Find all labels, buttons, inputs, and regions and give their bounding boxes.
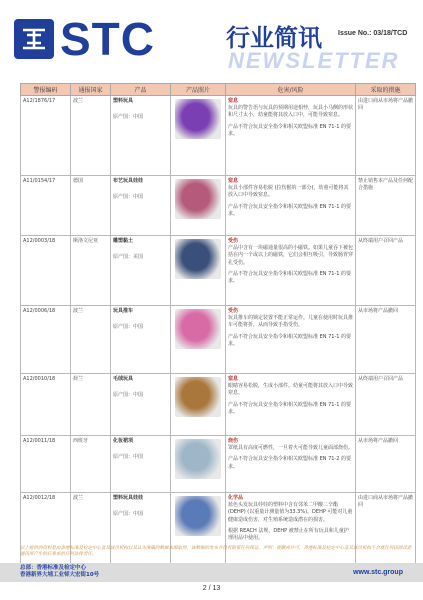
hazard-standard: 产品不符合玩具安全指令和相关欧盟标准 EN 71-2 的要求。 (228, 456, 352, 470)
product-name: 布艺玩具娃娃 (113, 178, 144, 184)
alert-code: A12/1876/17 (21, 96, 71, 176)
hazard-standard: 产品不符合玩具安全指令和相关欧盟标准 EN 71-1 的要求。 (228, 203, 352, 217)
recall-table (20, 83, 416, 569)
hazard-standard: 产品不符合玩具安全指令和相关欧盟标准 EN 71-1 的要求。 (228, 401, 352, 415)
product-photo (175, 309, 221, 349)
table-row (21, 374, 416, 436)
product-name: 玩具推车 (113, 308, 134, 314)
table-row (21, 236, 416, 306)
newsletter-title-en: NEWSLETTER (228, 48, 400, 73)
hazard-title: 受伤 (228, 238, 239, 244)
measure-taken: 由进口商从市场将产品撤回 (356, 96, 416, 176)
notifying-country: 波兰 (71, 306, 111, 374)
alert-code: A12/0010/18 (21, 374, 71, 436)
hazard-description: 眼睛容易松脱，生成小部件。幼童可能将其放入口中导致窒息。 (228, 383, 354, 397)
product-cell (111, 176, 171, 236)
product-name: 毛绒玩具 (113, 376, 134, 382)
table-row (21, 96, 416, 176)
product-name: 雕塑黏土 (113, 238, 134, 244)
product-origin: 原产国：中国 (113, 454, 144, 461)
product-photo (175, 99, 221, 139)
measure-taken: 从市场将产品撤回 (356, 436, 416, 493)
page-number: 2 / 13 (202, 585, 221, 592)
hazard-cell (226, 306, 356, 374)
column-header: 采取的措施 (356, 84, 416, 96)
hazard-description: 玩具推车的锁定装置不能正常运作。儿童在使用时玩具推车可能将折，从而导致手指受伤。 (228, 315, 354, 329)
page-header (0, 0, 423, 80)
column-header: 通报国家 (71, 84, 111, 96)
product-name: 化妆裙项 (113, 438, 134, 444)
product-origin: 原产国：美国 (113, 254, 144, 261)
notifying-country: 斯洛文尼亚 (71, 236, 111, 306)
column-header: 警报编码 (21, 84, 71, 96)
table-header-row (21, 84, 416, 96)
hazard-description: 产品中含有一块磁通量很高的小磁铁。如果儿童吞下被包括在内一个或以上的磁铁，它们会相互吸引，导致肠胃穿孔受伤。 (228, 245, 354, 266)
product-photo (175, 239, 221, 279)
footer-address (20, 565, 99, 579)
hazard-cell (226, 236, 356, 306)
notifying-country: 西班牙 (71, 436, 111, 493)
notifying-country: 波兰 (71, 493, 111, 569)
newsletter-title-cn: 行业简讯 (226, 24, 322, 52)
table-row (21, 176, 416, 236)
column-header: 产品照片 (171, 84, 226, 96)
product-origin: 原产国：中国 (113, 511, 144, 518)
column-header: 危害/风险 (226, 84, 356, 96)
hazard-description: 蓝色头发玩具娃娃的塑料中含有邻苯二甲酸二辛酯 (DEHP) (以重量计测量值为33.3%)。DEHP 可能对儿童健康造成伤害，对生殖系统造成潜在的损害。 (228, 502, 353, 523)
product-origin: 原产国：中国 (113, 194, 144, 201)
product-cell (111, 236, 171, 306)
product-photo-cell (171, 436, 226, 493)
measure-taken: 禁止销售本产品及任何配合措施 (356, 176, 416, 236)
alert-code: A12/0006/18 (21, 306, 71, 374)
hazard-standard: 根据 REACH 法规，DEHP 被禁止在所有玩具和儿童护理用品中使用。 (228, 527, 349, 542)
product-cell (111, 374, 171, 436)
hazard-cell (226, 96, 356, 176)
product-photo (175, 439, 221, 479)
measure-taken: 由进口商从市场将产品撤回 (356, 493, 416, 569)
product-cell (111, 96, 171, 176)
hazard-cell (226, 374, 356, 436)
product-photo (175, 496, 221, 536)
product-name: 塑料玩具娃娃 (113, 495, 144, 501)
footer-address-line: 香港新界大埔工业邨大宏街10号 (20, 572, 100, 578)
product-photo-cell (171, 374, 226, 436)
column-header: 产品 (111, 84, 171, 96)
product-photo (175, 377, 221, 417)
alert-code: A12/0012/18 (21, 493, 71, 569)
hazard-title: 窒息 (228, 376, 239, 382)
notifying-country: 德国 (71, 176, 111, 236)
website-link[interactable]: www.stc.group (353, 569, 403, 576)
measure-taken: 从终端用户召回产品 (356, 374, 416, 436)
product-cell (111, 306, 171, 374)
notifying-country: 波兰 (71, 96, 111, 176)
footer-address-line: 总部：香港标准及检定中心 (20, 565, 87, 571)
hazard-standard: 产品不符合玩具安全指令和相关欧盟标准 EN 71-1 的要求。 (228, 123, 352, 137)
product-photo-cell (171, 96, 226, 176)
product-photo-cell (171, 306, 226, 374)
alert-code: A11/0154/17 (21, 176, 71, 236)
product-photo (175, 179, 221, 219)
stc-logo-icon (14, 19, 54, 59)
hazard-cell (226, 176, 356, 236)
alert-code: A12/0003/18 (21, 236, 71, 306)
issue-number: Issue No.: 03/18/TCD (338, 30, 408, 37)
measure-taken: 从终端用户召回产品 (356, 236, 416, 306)
notifying-country: 荷兰 (71, 374, 111, 436)
table-row (21, 436, 416, 493)
hazard-title: 窒息 (228, 98, 239, 104)
hazard-standard: 产品不符合玩具安全指令和相关欧盟标准 EN 71-1 的要求。 (228, 270, 352, 285)
hazard-description: 罩纸具有高度可燃性，一旦着火可能导致儿童面部烧伤。 (228, 445, 354, 452)
hazard-cell (226, 436, 356, 493)
product-origin: 原产国：中国 (113, 114, 144, 121)
hazard-description: 玩具小部件容易松脱 (拉伤猴的一部分)，幼童可能将其放入口中导致窒息。 (228, 185, 349, 199)
product-photo-cell (171, 236, 226, 306)
hazard-standard: 产品不符合玩具安全指令和相关欧盟标准 EN 71-1 的要求。 (228, 333, 352, 347)
hazard-title: 窒息 (228, 178, 239, 184)
table-row (21, 306, 416, 374)
product-name: 塑料玩具 (113, 98, 134, 104)
hazard-title: 受伤 (228, 308, 239, 314)
measure-taken: 从市场将产品撤回 (356, 306, 416, 374)
brand-logo-text: STC (60, 13, 155, 65)
hazard-title: 化学品 (228, 495, 244, 501)
hazard-description: 玩具的警告语与玩具的预期用途相悖，玩具小马侧的形状和尺寸太小，幼童能将其放入口中，可能导致窒息。 (228, 105, 354, 119)
disclaimer-text: 以上提供的资料是由香港标准及检定中心及其成员机构以其认为准确的数据来源取得，该数据的发布并没有附带任何保证。声明：提醒或许可，香港标准及检定中心及其成员机构不会就任何因阅读此通讯所产生的后果承担任何法律责任。 (20, 546, 412, 557)
product-photo-cell (171, 176, 226, 236)
hazard-title: 烧伤 (228, 438, 239, 444)
product-origin: 原产国：中国 (113, 392, 144, 399)
alert-code: A12/0011/18 (21, 436, 71, 493)
product-origin: 原产国：中国 (113, 324, 144, 331)
product-cell (111, 436, 171, 493)
